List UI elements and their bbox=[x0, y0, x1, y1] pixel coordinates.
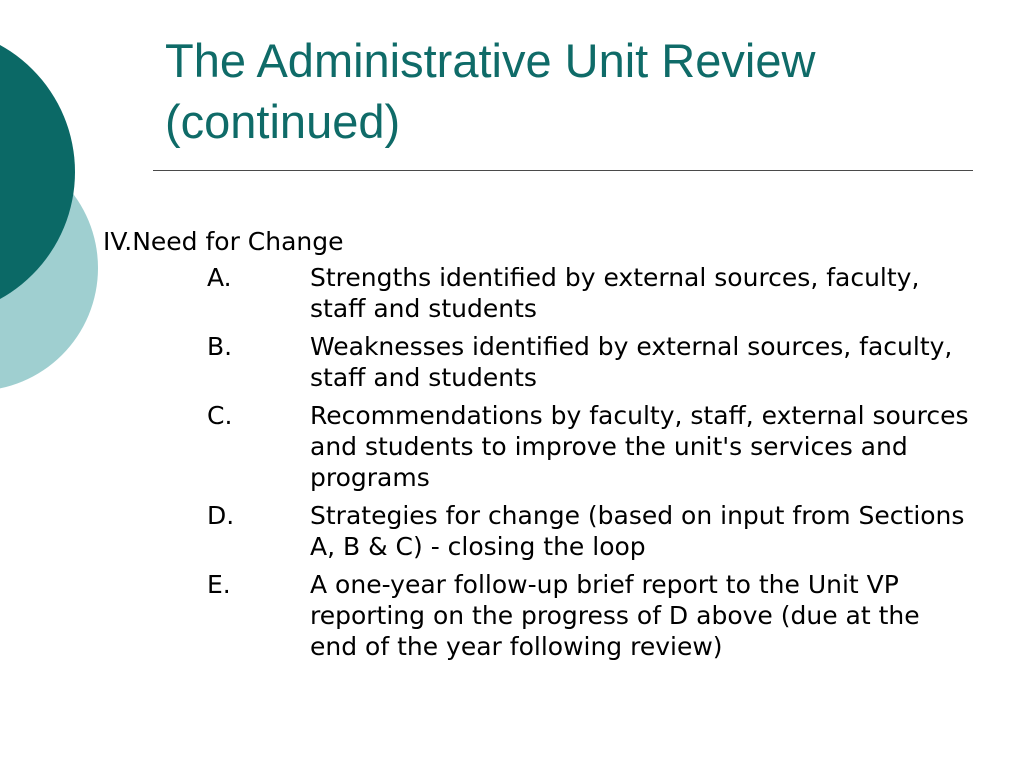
item-letter: A. bbox=[207, 263, 232, 292]
item-text: Weaknesses identified by external sources, faculty, staff and students bbox=[310, 332, 953, 392]
outline-content bbox=[103, 226, 983, 669]
item-text: Strengths identified by external sources, faculty, staff and students bbox=[310, 263, 920, 323]
list-item bbox=[103, 500, 983, 562]
list-item bbox=[103, 331, 983, 393]
outline-list bbox=[103, 262, 983, 662]
item-text: Strategies for change (based on input from Sections A, B & C) - closing the loop bbox=[310, 501, 965, 561]
item-text: Recommendations by faculty, staff, external sources and students to improve the unit's services and programs bbox=[310, 401, 969, 492]
decorative-circles bbox=[0, 0, 110, 420]
title-divider bbox=[153, 170, 973, 171]
item-text: A one-year follow-up brief report to the Unit VP reporting on the progress of D above (due at the end of the year following review) bbox=[310, 570, 920, 661]
item-letter: E. bbox=[207, 570, 231, 599]
slide-title-line-2: (continued) bbox=[165, 95, 401, 148]
slide-title-line-1: The Administrative Unit Review bbox=[165, 34, 816, 87]
item-letter: C. bbox=[207, 401, 233, 430]
list-item bbox=[103, 400, 983, 493]
slide-title bbox=[165, 30, 985, 152]
list-item bbox=[103, 262, 983, 324]
item-letter: B. bbox=[207, 332, 233, 361]
item-letter: D. bbox=[207, 501, 235, 530]
section-heading: IV.Need for Change bbox=[103, 227, 344, 256]
list-item bbox=[103, 569, 983, 662]
